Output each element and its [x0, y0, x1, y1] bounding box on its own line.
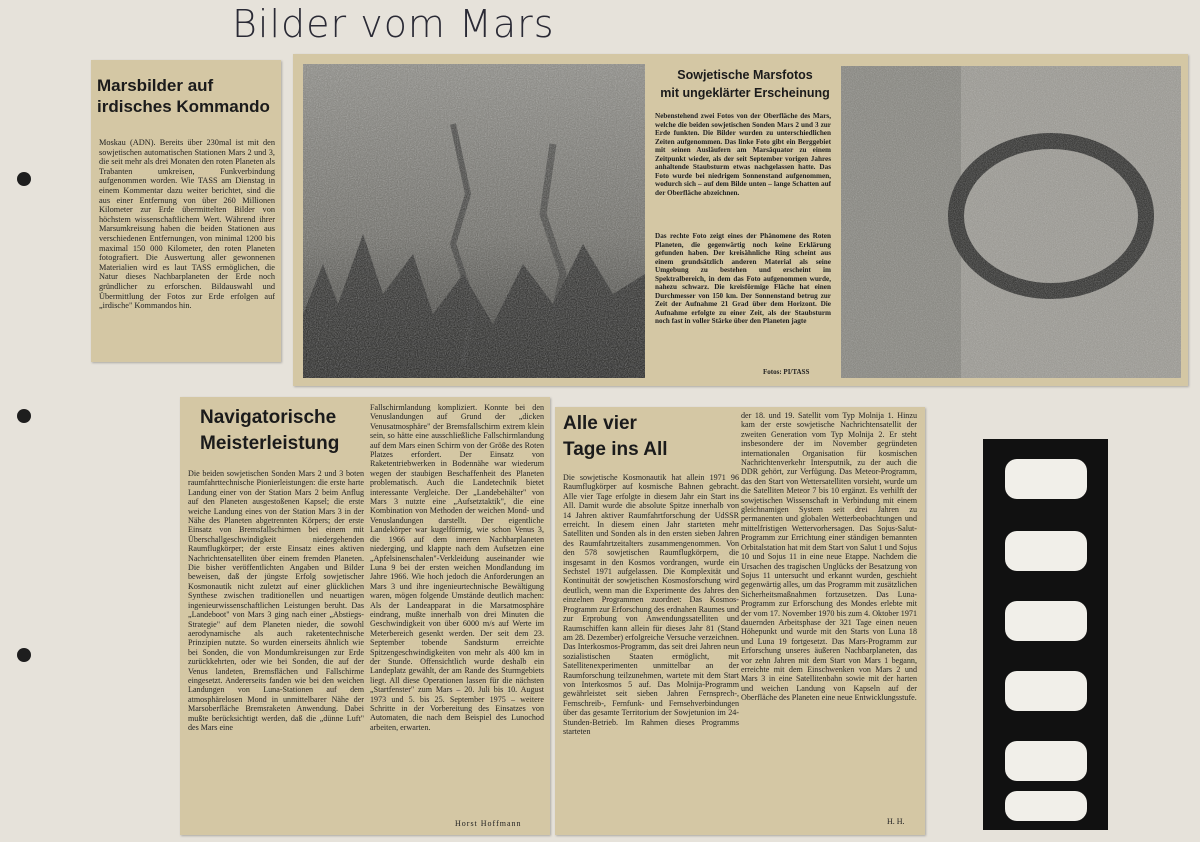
clipping-marsbilder — [91, 60, 281, 362]
mars-photo-mountains — [303, 64, 645, 378]
film-frame — [1005, 459, 1087, 499]
film-frame — [1005, 531, 1087, 571]
punch-hole — [17, 409, 31, 423]
punch-hole — [17, 648, 31, 662]
punch-hole — [17, 172, 31, 186]
article-column-1: Die sowjetische Kosmonautik hat allein 1971 96 Raumflugkörper auf kosmische Bahnen gebracht. Alle vier Tage erfolgte in diesem Jahr ein Start ins All. Damit wurde die absolute Spitze innerhalb von 14 Jahren aktiver Raumfahrtforschung der UdSSR erreicht. In diesem einen Jahr starteten mehr Satelliten und Sonden als in den ersten sieben Jahren des Raumfahrtzeitalters zusammengenommen. Von den 578 sowjetischen Raumflugkörpern, die insgesamt in den Kosmos vordrangen, wurde ein Sechstel 1971 aufgelassen. Die Komplexität und Kontinuität der sowjetischen Kosmosforschung wird deutlich, wenn man die Experimente des Jahres den einzelnen Programmen zuordnet: Das Kosmos-Programm zur Erforschung des erdnahen Raumes und zur Erprobung von Anwendungssatelliten und Raumschiffen kann allein für dieses Jahr 81 (Stand am 28. Dezember) erfolgreiche Versuche verzeichnen. Das Interkosmos-Programm, das seit drei Jahren neun sozialistischen Staaten ermöglicht, mit Satellitenexperimenten unmittelbar an der Raumforschung teilzunehmen, wartete mit dem Start von Interkosmos 5 auf. Das Molnija-Programm gewährleistet seit sieben Jahren Fernsprech-, Fernschreib-, Fernfunk- und Fernsehverbindungen über das gesamte Territorium der Sowjetunion im 24-Stunden-Betrieb. Im Rahmen dieses Programms starteten — [563, 473, 739, 736]
headline-line-1: Sowjetische Marsfotos — [677, 68, 813, 82]
article-column-2: Fallschirmlandung kompliziert. Konnte bei den Venuslandungen auf Grund der „dicken Venusatmosphäre" der Bremsfallschirm extrem klein sein, so hätte eine ausschließliche Fallschirmlandung auf dem Mars einen Schirm von der Größe des Roten Platzes erfordert. Der Einsatz von Raketentriebwerken in Bodennähe war wiederum wegen der staubigen Beschaffenheit des Planeten problematisch. Auch die Landetechnik bietet interessante Vergleiche. Der „Landebehälter" von Mars 3 nutzte eine „Aufsetztaktik", die eine Kombination von Methoden der weichen Mond- und Venuslandungen darstellt. Der eigentliche Landekörper war kugelförmig, wie schon Venus 3, die 1966 auf dem inneren Nachbarplaneten niederging, und klappte nach dem Aufsetzen eine „Apfelsinenschalen"-Verkleidung auseinander wie Luna 9 bei der ersten weichen Mondlandung im Jahre 1966. Wie hoch jedoch die Anforderungen an Mars 3 und ihre ingenieurtechnische Bewältigung waren, mögen folgende Umstände deutlich machen: Als der Landeapparat in die Marsatmosphäre eindrang, mußte innerhalb von drei Minuten die Geschwindigkeit von über 6000 m/s auf Werte im Meterbereich gesenkt werden. Der seit dem 23. September tobende Sandsturm erreichte Spitzengeschwindigkeiten von mehr als 400 km in der Stunde. Offensichtlich wurde deshalb ein Landeplatz gewählt, der am Rande des Sturmgebiets liegt. All diese Operationen lassen für die nächsten „Startfenster" zum Mars – 20. Juli bis 10. August 1973 und 5. bis 25. September 1975 – weitere Schritte in der Vorbereitung des Einsatzes von Automaten, die nach dem Beispiel des Lunochod arbeiten, erwarten. — [370, 403, 544, 732]
headline-line-2: Tage ins All — [563, 439, 668, 460]
clipping-sowjetische-marsfotos — [293, 54, 1188, 386]
article-paragraph-1: Nebenstehend zwei Fotos von der Oberfläche des Mars, welche die beiden sowjetischen Sonden Mars 2 und 3 zur Erde funkten. Die Bilder wurden zu unterschiedlichen Zeiten aufgenommen. Das linke Foto gibt ein Berggebiet mit seinen Ausläufern am Marsäquator zu einem Zeitpunkt wieder, als der seit September vorigen Jahres anhaltende Staubsturm etwas nachgelassen hatte. Das Foto wurde bei niedrigem Sonnenstand aufgenommen, wodurch sich – auf dem Bilde unten – lange Schatten auf der Oberfläche abzeichnen. — [655, 112, 831, 197]
article-column-2: der 18. und 19. Satellit vom Typ Molnija 1. Hinzu kam der erste sowjetische Nachrichtensatellit der zweiten Generation vom Typ Molnija 2. Er steht insbesondere der im November gegründeten internationalen Organisation für kosmischen Nachrichtenverkehr Intersputnik, zu der auch die DDR gehört, zur Verfügung. Das Meteor-Programm, das den Start von Wettersatelliten vorsieht, wurde um die Satelliten Meteor 7 bis 10 ergänzt. Es verhilft der sowjetischen Wissenschaft in Verbindung mit einem gleichnamigen System seit drei Jahren zu permanenten und globalen Wetterbeobachtungen und mittelfristigen Wettervorhersagen. Das Sojus-Salut-Programm zur Errichtung einer ständigen bemannten Orbitalstation hat mit dem Start von Salut 1 und Sojus 10 und Sojus 11 in eine neue Etappe. Nachdem die Ursachen des tragischen Unglücks der Besatzung von Sojus 11 untersucht und erkannt wurden, geschieht gegenwärtig alles, um das Programm mit zusätzlichen Sicherheitsmaßnahmen fortzusetzen. Das Luna-Programm zur Erforschung des Mondes erlebte mit der vom 17. November 1970 bis zum 4. Oktober 1971 dauernden Arbeitsphase der 321 Tage einen neuen Höhepunkt und wurde mit den Starts von Luna 18 und Luna 19 fortgesetzt. Das Mars-Programm zur Erforschung unseres äußeren Nachbarplaneten, das vor zehn Jahren mit dem Start von Mars 1 begann, erreichte mit dem Einschwenken von Mars 2 und Mars 3 in eine Satellitenbahn sowie mit der harten und weichen Landung von Kapseln auf der Oberfläche des Planeten eine neue Entwicklungsstufe. — [741, 411, 917, 703]
film-frame — [1005, 791, 1087, 821]
ring-photo-image — [841, 66, 1181, 378]
article-paragraph-2: Das rechte Foto zeigt eines der Phänomene des Roten Planeten, die gegenwärtig noch keine Erklärung gefunden haben. Der kreisähnliche Ring scheint aus einem grundsätzlich anderen Material als seine Umgebung zu bestehen und erscheint im Spektralbereich, in dem das Foto aufgenommen wurde, nahezu schwarz. Die kreisförmige Fläche hat einen Durchmesser von 150 km. Der Sonnenstand betrug zur Zeit der Aufnahme 21 Grad über dem Horizont. Die Aufnahme erfolgte zu einer Zeit, als der Staubsturm noch fast in voller Stärke über den Planeten jagte — [655, 232, 831, 325]
film-frame — [1005, 671, 1087, 711]
article-author: H. H. — [887, 817, 905, 826]
headline-line-1: Navigatorische — [200, 407, 337, 428]
headline-line-2: Meisterleistung — [200, 433, 340, 454]
headline-line-1: Alle vier — [563, 413, 637, 434]
mars-photo-ring — [841, 66, 1181, 378]
headline-line-2: mit ungeklärter Erscheinung — [660, 86, 830, 100]
headline-line-2: irdisches Kommando — [97, 97, 270, 116]
mountain-photo-image — [303, 64, 645, 378]
clipping-navigatorische-meisterleistung — [180, 397, 550, 835]
handwritten-title: Bilder vom Mars — [232, 2, 555, 46]
film-frame — [1005, 741, 1087, 781]
film-strip-image — [983, 439, 1108, 830]
article-body: Moskau (ADN). Bereits über 230mal ist mit den sowjetischen automatischen Stationen Mars 2 und 3, die seit mehr als drei Monaten den roten Planeten als Trabanten umkreisen, Funkverbindung aufgenommen worden. Wie TASS am Dienstag in einem Kommentar dazu weiter berichtet, sind die aus einer Entfernung von über 260 Millionen Kilometer zur Erde übermittelten Bilder von höchstem wissenschaftlichem Wert. Während ihrer Marsumkreisung haben die beiden Stationen aus verschiedenen Entfernungen, von minimal 1200 bis maximal 150 000 Kilometer, den roten Planeten fotografiert. Die Auswertung aller gewonnenen Materialien wird es laut TASS ermöglichen, die Natur dieses Nachbarplaneten der Erde noch gründlicher zu erforschen. Bildauswahl und Übermittlung der Fotos zur Erde erfolgen auf „irdische" Kommandos hin. — [99, 138, 275, 311]
photo-credit: Fotos: PI/TASS — [763, 368, 810, 376]
film-frame — [1005, 601, 1087, 641]
headline-line-1: Marsbilder auf — [97, 76, 214, 95]
article-author: Horst Hoffmann — [455, 819, 522, 828]
article-column-1: Die beiden sowjetischen Sonden Mars 2 und 3 boten raumfahrttechnische Pionierleistungen: die erste harte Landung einer von der Station Mars 2 beim Anflug auf den Planeten ausgestoßenen Kapsel; die erste weiche Landung eines von der Station Mars 3 in der Nähe des Planeten abgetrennten Körpers; der erste Einsatz von Bremsfallschirmen bei einem mit Überschallgeschwindigkeit niedergehenden Raumflugkörper; der erste Einsatz eines aktiven Nachrichtensatelliten über einem fremden Planeten. Die bisher veröffentlichten Angaben und Bilder beweisen, daß der jüngste Erfolg sowjetischer Kosmonautik nicht zuletzt auf einer glücklichen Synthese zwischen traditionellen und neuartigen ingenieurwissenschaftlichen Leistungen beruht. Das „Landeboot" von Mars 3 ging nach einer „Abstiegs-Strategie" auf dem Planeten nieder, die sowohl aerodynamische als auch raketentechnische Prinzipien nutzte. So wurden einerseits ähnlich wie bei Sonden, die von Mondumkreisungen zur Erde zurückkehrten, oder wie bei Sonden, die auf der Venus landeten, Bremsflächen und Fallschirme eingesetzt. Andererseits fanden wie bei den weichen Landungen von Luna-Stationen auf dem atmosphärelosen Mond in unmittelbarer Nähe der Marsoberfläche Bremsraketen Anwendung. Dabei mußte berücksichtigt werden, daß die „dünne Luft" des Mars eine — [188, 469, 364, 732]
clipping-alle-vier-tage — [555, 407, 925, 835]
